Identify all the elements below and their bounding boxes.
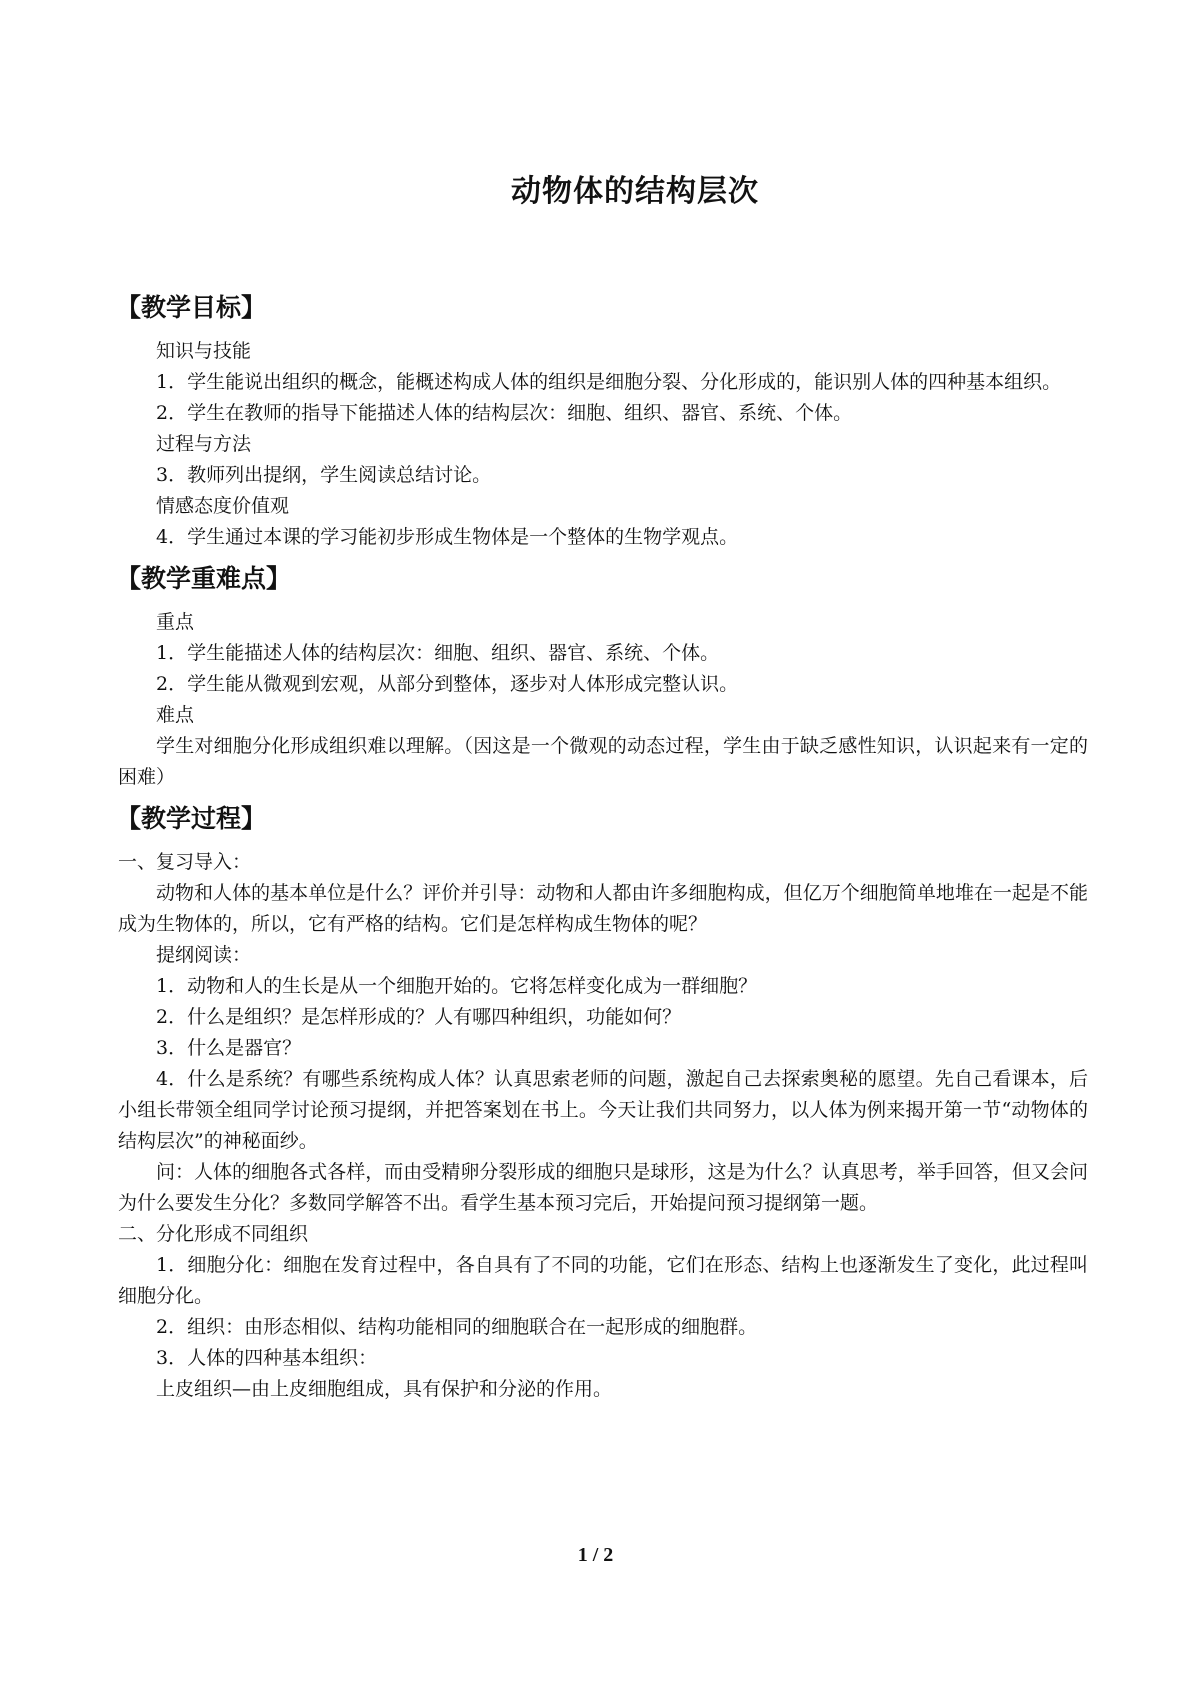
document-title: 动物体的结构层次 xyxy=(511,174,759,209)
paragraph: 4．学生通过本课的学习能初步形成生物体是一个整体的生物学观点。 xyxy=(156,526,739,548)
paragraph: 2．学生能从微观到宏观，从部分到整体，逐步对人体形成完整认识。 xyxy=(156,673,739,695)
document-body xyxy=(118,290,1088,1405)
paragraph: 3．什么是器官？ xyxy=(156,1037,302,1059)
subheading-differentiation: 二、分化形成不同组织 xyxy=(118,1223,309,1245)
paragraph: 问：人体的细胞各式各样，而由受精卵分裂形成的细胞只是球形，这是为什么？认真思考，举手回答，但又会问为什么要发生分化？多数同学解答不出。看学生基本预习完后，开始提问预习提纲第一题。 xyxy=(118,1161,1088,1214)
paragraph: 3．教师列出提纲，学生阅读总结讨论。 xyxy=(156,464,492,486)
paragraph: 1．细胞分化：细胞在发育过程中，各自具有了不同的功能，它们在形态、结构上也逐渐发生了变化，此过程叫细胞分化。 xyxy=(118,1254,1088,1307)
paragraph: 4．什么是系统？有哪些系统构成人体？认真思索老师的问题，激起自己去探索奥秘的愿望。先自己看课本，后小组长带领全组同学讨论预习提纲，并把答案划在书上。今天让我们共同努力，以人体为例来揭开第一节“动物体的结构层次”的神秘面纱。 xyxy=(118,1068,1088,1152)
paragraph: 上皮组织—由上皮细胞组成，具有保护和分泌的作用。 xyxy=(156,1378,613,1400)
paragraph: 1．学生能描述人体的结构层次：细胞、组织、器官、系统、个体。 xyxy=(156,642,720,664)
subheading-key: 重点 xyxy=(156,611,195,633)
paragraph: 2．什么是组织？是怎样形成的？人有哪四种组织，功能如何？ xyxy=(156,1006,682,1028)
section-heading-objectives: 【教学目标】 xyxy=(116,293,267,322)
paragraph: 3．人体的四种基本组织： xyxy=(156,1347,378,1369)
subheading-values: 情感态度价值观 xyxy=(156,495,290,517)
section-heading-process: 【教学过程】 xyxy=(116,804,267,833)
paragraph: 1．学生能说出组织的概念，能概述构成人体的组织是细胞分裂、分化形成的，能识别人体的四种基本组织。 xyxy=(156,371,1062,393)
subheading-knowledge: 知识与技能 xyxy=(156,340,252,362)
paragraph: 动物和人体的基本单位是什么？评价并引导：动物和人都由许多细胞构成，但亿万个细胞简单地堆在一起是不能成为生物体的，所以，它有严格的结构。它们是怎样构成生物体的呢？ xyxy=(118,882,1088,935)
paragraph: 2．组织：由形态相似、结构功能相同的细胞联合在一起形成的细胞群。 xyxy=(156,1316,758,1338)
paragraph: 提纲阅读： xyxy=(156,944,252,966)
subheading-review: 一、复习导入： xyxy=(118,851,252,873)
paragraph: 学生对细胞分化形成组织难以理解。（因这是一个微观的动态过程，学生由于缺乏感性知识，认识起来有一定的困难） xyxy=(118,735,1088,788)
paragraph: 2．学生在教师的指导下能描述人体的结构层次：细胞、组织、器官、系统、个体。 xyxy=(156,402,853,424)
subheading-difficulty: 难点 xyxy=(156,704,195,726)
section-heading-key-points: 【教学重难点】 xyxy=(116,564,292,593)
subheading-process: 过程与方法 xyxy=(156,433,252,455)
page-number: 1 / 2 xyxy=(577,1544,614,1566)
paragraph: 1．动物和人的生长是从一个细胞开始的。它将怎样变化成为一群细胞？ xyxy=(156,975,758,997)
